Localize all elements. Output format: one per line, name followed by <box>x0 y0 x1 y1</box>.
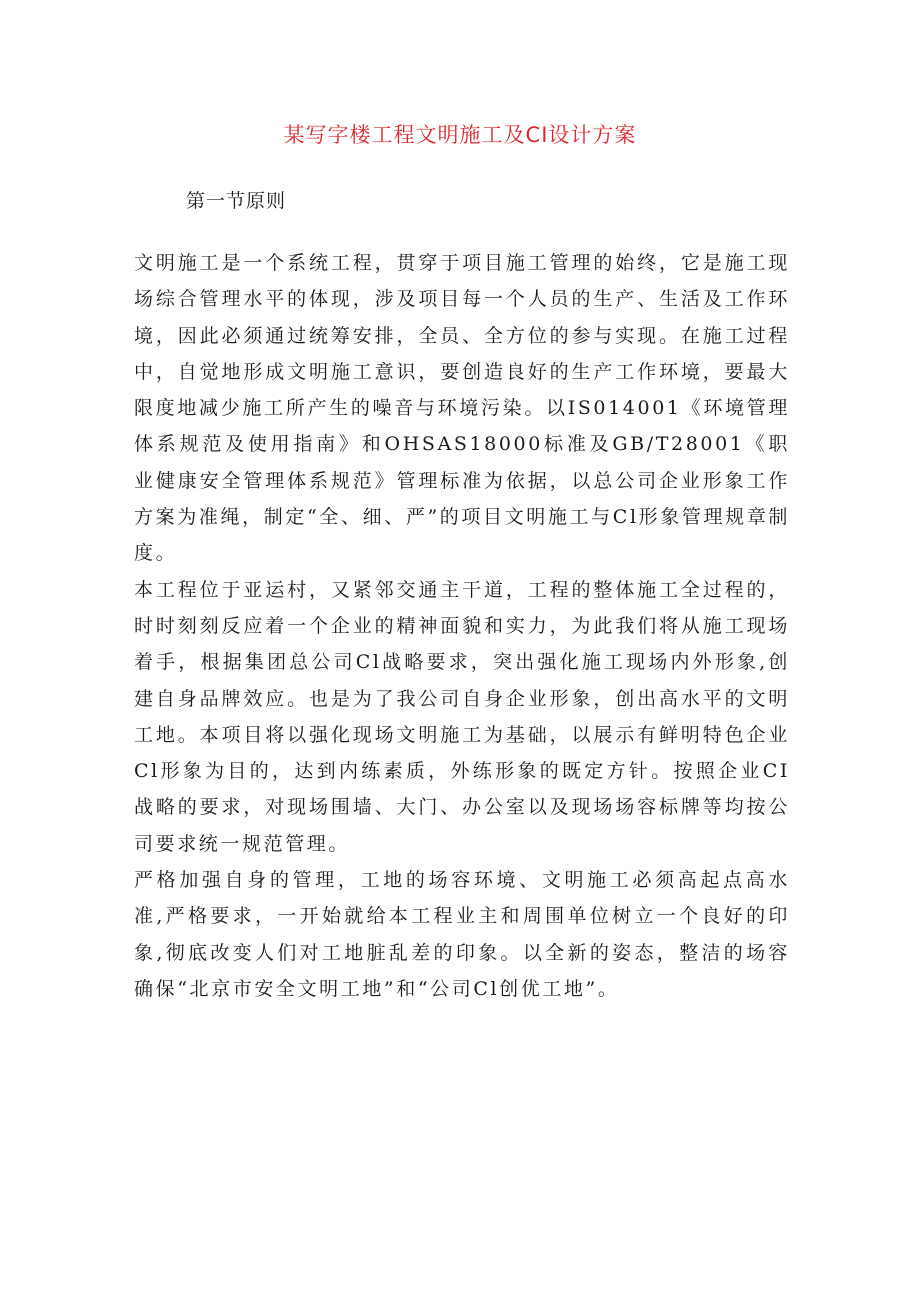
paragraph-2: 本工程位于亚运村，又紧邻交通主干道，工程的整体施工全过程的，时时刻刻反应着一个企业的精神面貌和实力，为此我们将从施工现场着手，根据集团总公司Cl战略要求，突出强化施工现场内外形象,创建自身品牌效应。也是为了我公司自身企业形象，创出高水平的文明工地。本项目将以强化现场文明施工为基础，以展示有鲜明特色企业Cl形象为目的，达到内练素质，外练形象的既定方针。按照企业CI战略的要求，对现场围墙、大门、办公室以及现场场容标牌等均按公司要求统一规范管理。 <box>134 578 790 855</box>
section-heading: 第一节原则 <box>186 190 287 212</box>
document-title: 某写字楼工程文明施工及CI设计方案 <box>283 123 637 147</box>
document-body <box>134 245 790 1007</box>
paragraph-3: 严格加强自身的管理，工地的场容环境、文明施工必须高起点高水准,严格要求，一开始就给本工程业主和周围单位树立一个良好的印象,彻底改变人们对工地脏乱差的印象。以全新的姿态，整洁的场容确保“北京市安全文明工地”和“公司Cl创优工地”。 <box>134 869 790 1000</box>
paragraph-1: 文明施工是一个系统工程，贯穿于项目施工管理的始终，它是施工现场综合管理水平的体现，涉及项目每一个人员的生产、生活及工作环境，因此必须通过统筹安排，全员、全方位的参与实现。在施工过程中，自觉地形成文明施工意识，要创造良好的生产工作环境，要最大限度地减少施工所产生的噪音与环境污染。以IS014001《环境管理体系规范及使用指南》和OHSAS18000标准及GB/T28001《职业健康安全管理体系规范》管理标准为依据，以总公司企业形象工作方案为准绳，制定“全、细、严”的项目文明施工与Cl形象管理规章制度。 <box>134 252 790 565</box>
